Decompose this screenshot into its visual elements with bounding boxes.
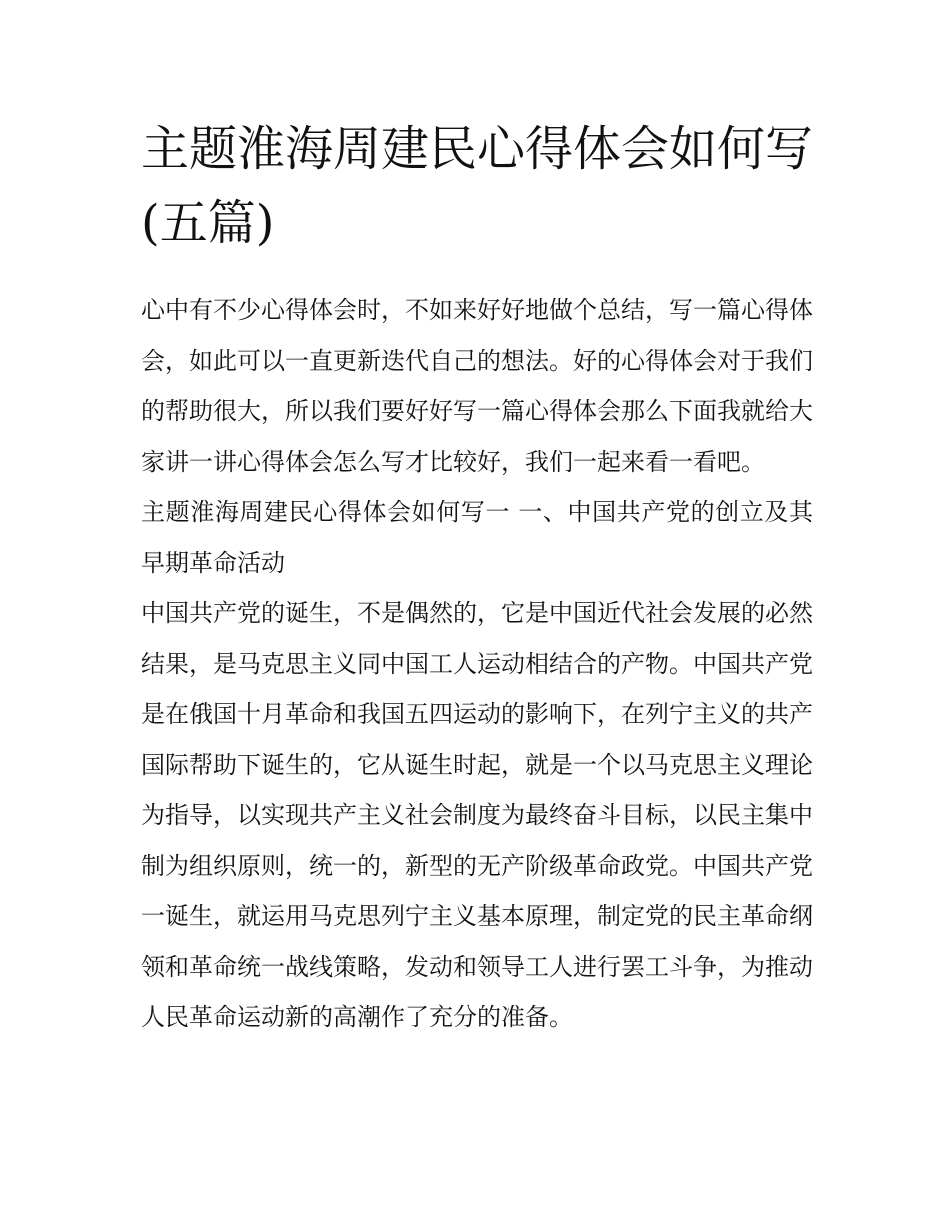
document-page	[141, 112, 813, 1043]
body-paragraph: 中国共产党的诞生，不是偶然的，它是中国近代社会发展的必然结果，是马克思主义同中国工人运动相结合的产物。中国共产党是在俄国十月革命和我国五四运动的影响下，在列宁主义的共产国际帮助下诞生的，它从诞生时起，就是一个以马克思主义理论为指导，以实现共产主义社会制度为最终奋斗目标，以民主集中制为组织原则，统一的，新型的无产阶级革命政党。中国共产党一诞生，就运用马克思列宁主义基本原理，制定党的民主革命纲领和革命统一战线策略，发动和领导工人进行罢工斗争，为推动人民革命运动新的高潮作了充分的准备。	[141, 599, 813, 1031]
intro-paragraph: 心中有不少心得体会时，不如来好好地做个总结，写一篇心得体会，如此可以一直更新迭代自己的想法。好的心得体会对于我们的帮助很大，所以我们要好好写一篇心得体会那么下面我就给大家讲一讲心得体会怎么写才比较好，我们一起来看一看吧。	[141, 296, 813, 476]
document-title: 主题淮海周建民心得体会如何写(五篇)	[141, 121, 814, 251]
section-heading: 主题淮海周建民心得体会如何写一 一、中国共产党的创立及其早期革命活动	[141, 498, 813, 577]
